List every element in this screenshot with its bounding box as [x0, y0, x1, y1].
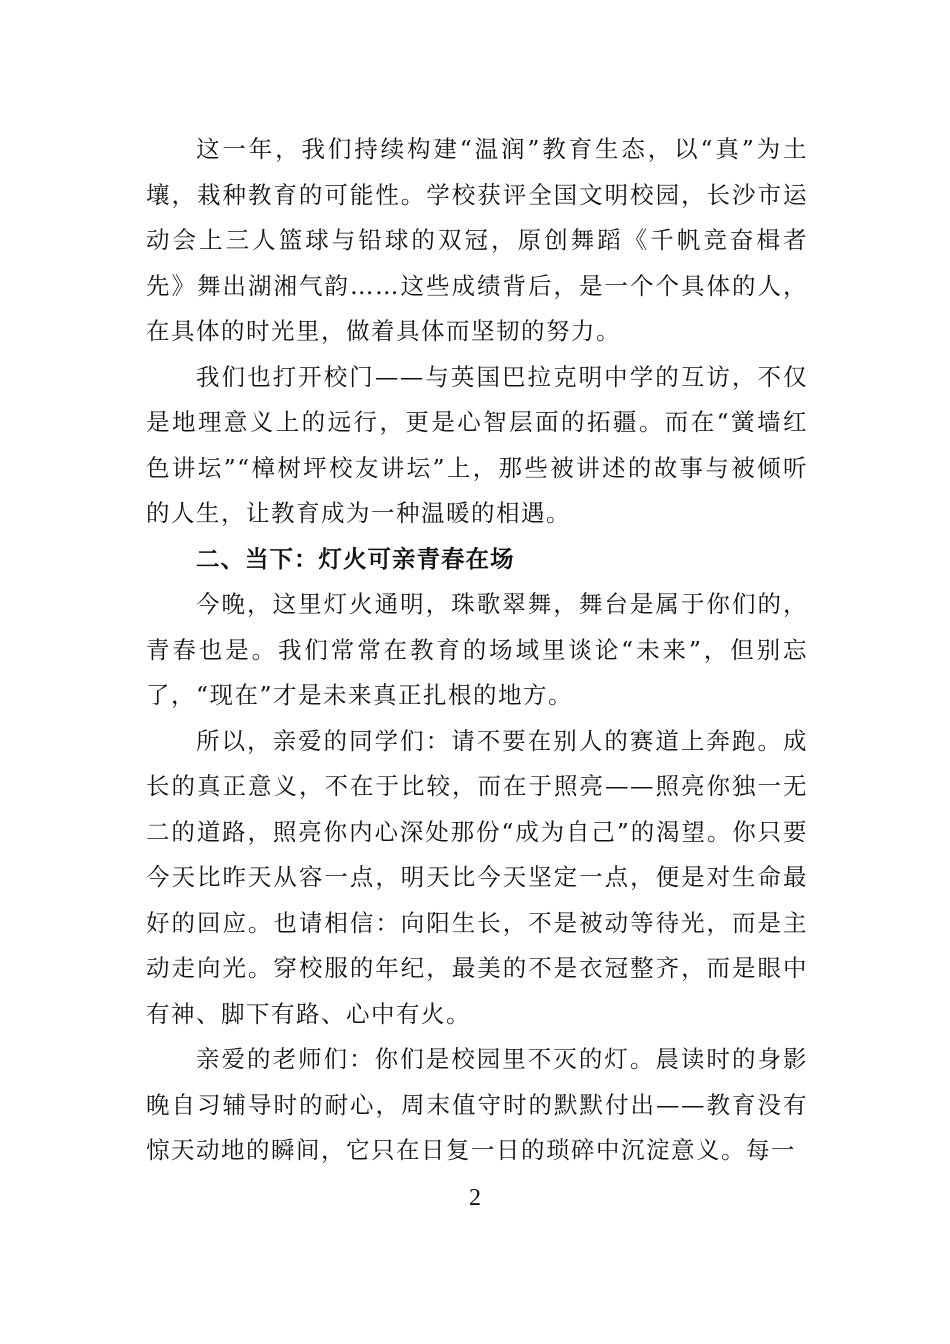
paragraph-achievements: 这一年，我们持续构建“温润”教育生态，以“真”为土壤，栽种教育的可能性。学校获评全国文明校园，长沙市运动会上三人篮球与铅球的双冠，原创舞蹈《千帆竞奋楫者先》舞出湖湘气韵……这些成绩背后，是一个个具体的人，在具体的时光里，做着具体而坚韧的努力。: [146, 135, 808, 345]
paragraph-teachers: 亲爱的老师们：你们是校园里不灭的灯。晨读时的身影晚自习辅导时的耐心，周末值守时的默默付出——教育没有惊天动地的瞬间，它只在日复一日的琐碎中沉淀意义。每一: [146, 1045, 808, 1164]
document-body: [146, 127, 808, 1174]
paragraph-students: 所以，亲爱的同学们：请不要在别人的赛道上奔跑。成长的真正意义，不在于比较，而在于照亮——照亮你独一无二的道路，照亮你内心深处那份“成为自己”的渴望。你只要今天比昨天从容一点，明天比今天坚定一点，便是对生命最好的回应。也请相信：向阳生长，不是被动等待光，而是主动走向光。穿校服的年纪，最美的不是衣冠整齐，而是眼中有神、脚下有路、心中有火。: [146, 726, 808, 1028]
page-number: 2: [469, 1185, 481, 1211]
paragraph-exchange: 我们也打开校门——与英国巴拉克明中学的互访，不仅是地理意义上的远行，更是心智层面的拓疆。而在“黉墙红色讲坛”“樟树坪校友讲坛”上，那些被讲述的故事与被倾听的人生，让教育成为一种温暖的相遇。: [146, 362, 808, 527]
paragraph-tonight: 今晚，这里灯火通明，珠歌翠舞，舞台是属于你们的，青春也是。我们常常在教育的场域里谈论“未来”，但别忘了，“现在”才是未来真正扎根的地方。: [146, 590, 808, 709]
section-heading: 二、当下：灯火可亲青春在场: [196, 544, 515, 573]
